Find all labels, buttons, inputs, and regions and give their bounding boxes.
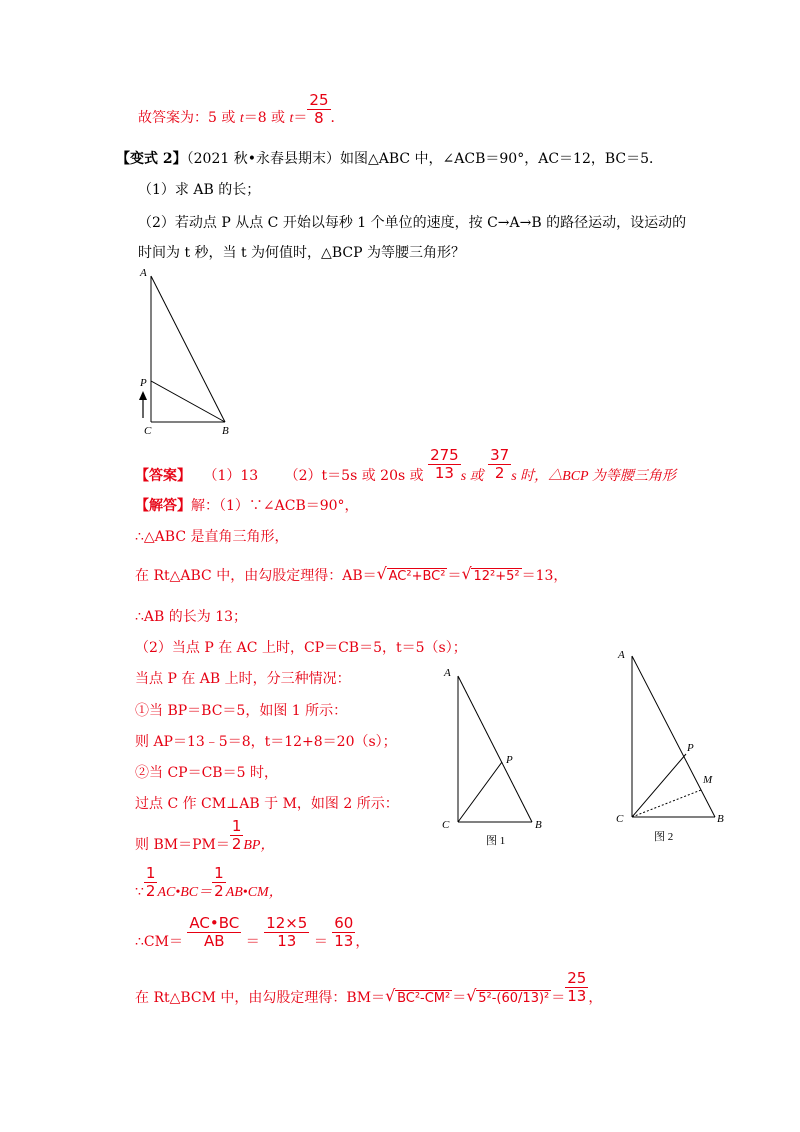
- question-2-line-2: 时间为 t 秒，当 t 为何值时，△BCP 为等腰三角形？: [138, 245, 465, 261]
- fig2-label-c: C: [616, 813, 624, 825]
- solution-line-7: ①当 BP＝BC＝5，如图 1 所示：: [135, 703, 348, 719]
- solution-label: 【解答】: [135, 498, 191, 514]
- fig2-label-p: P: [687, 742, 694, 754]
- fig1-label-b: B: [535, 819, 542, 831]
- question-2-line-1: （2）若动点 P 从点 C 开始以每秒 1 个单位的速度，按 C→A→B 的路径运动，设运动的: [138, 215, 687, 231]
- fig2-label-a: A: [618, 649, 625, 661]
- solution-line-13: ∴CM＝ $\frac{AC•BC}{AB}$ ＝ $\frac{12\times 5}{13}$ ＝ $\frac{60}{13}$ ，: [135, 913, 370, 950]
- fig-main-label-a: A: [140, 267, 147, 279]
- solution-line-5: （2）当点 P 在 AC 上时，CP＝CB＝5，t＝5（s）；: [135, 640, 467, 656]
- fig-main-label-p: P: [140, 377, 147, 389]
- solution-line-9: ②当 CP＝CB＝5 时，: [135, 765, 278, 781]
- solution-line-4: ∴AB 的长为 13；: [135, 609, 248, 625]
- fig2-caption: 图 2: [654, 831, 674, 842]
- fig1-caption: 图 1: [486, 835, 506, 847]
- solution-line-6: 当点 P 在 AB 上时，分三种情况：: [135, 671, 351, 687]
- figure-1: [436, 662, 556, 852]
- solution-line-3: 在 Rt△ABC 中，由勾股定理得：AB＝√ AC²+BC² ＝√ 12²+5² ＝13，: [135, 566, 567, 587]
- question-1: （1）求 AB 的长；: [138, 182, 261, 198]
- fig1-label-c: C: [442, 819, 450, 831]
- answer-line: 【答案】 （1）13 （2）t＝5s 或 20s 或 $\frac{275}{13}$ s 或 $\frac{37}{2}$ s 时，△BCP 为等腰三角形: [135, 445, 676, 484]
- fig-main-label-c: C: [144, 425, 152, 437]
- solution-line-10: 过点 C 作 CM⊥AB 于 M，如图 2 所示：: [135, 796, 399, 812]
- solution-line-11: 则 BM＝PM＝ $\frac{1}{2}$ BP，: [135, 816, 275, 853]
- variant-source: （2021 秋•永春县期末）: [186, 151, 340, 167]
- fig-main-label-b: B: [222, 425, 229, 437]
- figure-main: [130, 262, 240, 442]
- solution-line-12: ∵ $\frac{1}{2}$ AC•BC＝ $\frac{1}{2}$ AB•CM，: [135, 863, 283, 900]
- variant-header: [116, 149, 663, 169]
- solution-line-2: ∴△ABC 是直角三角形，: [135, 529, 289, 545]
- solution-line-14: 在 Rt△BCM 中，由勾股定理得：BM＝√ BC²-CM² ＝√ 5²-(60/13)² ＝ $\frac{25}{13}$ ，: [135, 988, 602, 1009]
- solution-line-8: 则 AP＝13﹣5＝8，t＝12+8＝20（s）；: [135, 734, 397, 750]
- solution-line-1: 【解答】解：（1）∵∠ACB＝90°，: [135, 498, 359, 514]
- figure-2: [612, 642, 740, 842]
- fig1-label-a: A: [444, 667, 451, 679]
- variant-stem: 如图△ABC 中，∠ACB＝90°，AC＝12，BC＝5．: [339, 151, 664, 167]
- fig2-label-b: B: [717, 813, 724, 825]
- answer-label: 【答案】: [135, 468, 191, 484]
- fig2-label-m: M: [703, 774, 713, 786]
- fig1-label-p: P: [506, 754, 513, 766]
- previous-answer: 故答案为：5 或 t＝8 或 t＝ $\frac{25}{8}$ ．: [138, 90, 345, 127]
- variant-tag: 【变式 2】: [116, 151, 187, 167]
